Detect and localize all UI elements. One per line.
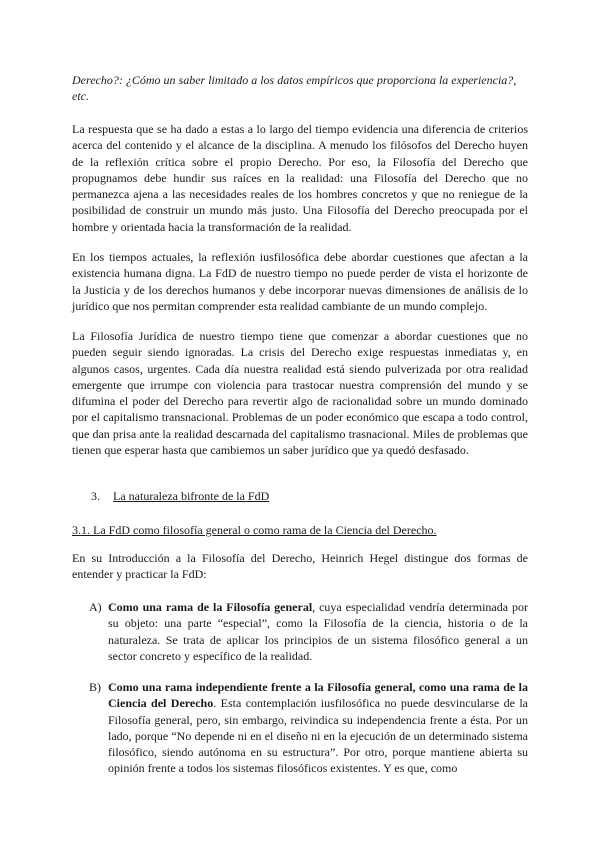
paragraph-3: La Filosofía Jurídica de nuestro tiempo tiene que comenzar a abordar cuestiones que no pueden seguir siendo ignoradas. La crisis del Derecho exige respuestas inmediatas y, en algunos casos, urgentes. Cada día nuestra realidad está siendo pulverizada por otra realidad emergente que irrumpe con violencia para trastocar nuestra comprensión del mundo y se difumina el poder del Derecho para revertir algo de racionalidad sobre un mundo dominado por el capitalismo transnacional. Problemas de un poder económico que escapa a todo control, que dan prisa ante la realidad descarnada del capitalismo trasnacional. Miles de problemas que tienen que esperar hasta que cambiemos un saber jurídico que ya quedó desfasado.	[72, 329, 528, 458]
subsection-heading: 3.1. La FdD como filosofía general o como rama de la Ciencia del Derecho.	[72, 523, 437, 537]
section-title: La naturaleza bifronte de la FdD	[113, 489, 270, 503]
list-item-text: . Esta contemplación iusfilosófica no puede desvincularse de la Filosofía general, pero, sin embargo, reivindica su independencia frente a ésta. Por un lado, porque “No depende ni en el diseño ni en la ejecución de un determinado sistema filosófico, siendo autónoma en su estructura”. Por otro, porque mantiene abierta su opinión frente a todos los sistemas filosóficos existentes. Y es que, como	[108, 696, 529, 776]
list-item-body	[108, 679, 528, 777]
list-letter: A)	[89, 600, 102, 614]
list-item-text: , cuya especialidad vendría determinada por su objeto: una parte “especial”, como la Filosofía de la ciencia, historia o de la naturaleza. Se trata de aplicar los principios de un sistema filosófico general a un sector concreto y específico de la realidad.	[108, 600, 528, 663]
paragraph-1: La respuesta que se ha dado a estas a lo largo del tiempo evidencia una diferencia de criterios acerca del contenido y el alcance de la disciplina. A menudo los filósofos del Derecho huyen de la reflexión crítica sobre el propio Derecho. Por eso, la Filosofía del Derecho que propugnamos debe hundir sus raíces en la realidad: una Filosofía del Derecho que no permanezca ajena a las necesidades reales de los hombres concretos y que no reniegue de la posibilidad de construir un mundo más justo. Una Filosofía del Derecho preocupada por el hombre y orientada hacia la transformación de la realidad.	[72, 122, 528, 234]
list-item-bold: Como una rama independiente frente a la Filosofía general, como una rama de la Ciencia del Derecho	[108, 680, 528, 711]
section-number: 3.	[91, 489, 100, 503]
section-heading	[91, 488, 528, 504]
paragraph-2: En los tiempos actuales, la reflexión iusfilosófica debe abordar cuestiones que afectan a la existencia humana digna. La FdD de nuestro tiempo no puede perder de vista el horizonte de la Justicia y de los derechos humanos y debe incorporar nuevas dimensiones de análisis de lo jurídico que nos permitan comprender esta realidad cambiante de un mundo complejo.	[72, 250, 528, 313]
list-item-a	[89, 599, 528, 664]
list-item-bold: Como una rama de la Filosofía general	[108, 600, 313, 614]
intro-question: Derecho?: ¿Cómo un saber limitado a los datos empíricos que proporciona la experiencia?, etc.	[72, 73, 517, 104]
list-item-b	[89, 679, 528, 777]
list-letter: B)	[89, 680, 101, 694]
hegel-paragraph: En su Introducción a la Filosofía del Derecho, Heinrich Hegel distingue dos formas de entender y practicar la FdD:	[72, 551, 528, 582]
list-item-body	[108, 599, 528, 664]
